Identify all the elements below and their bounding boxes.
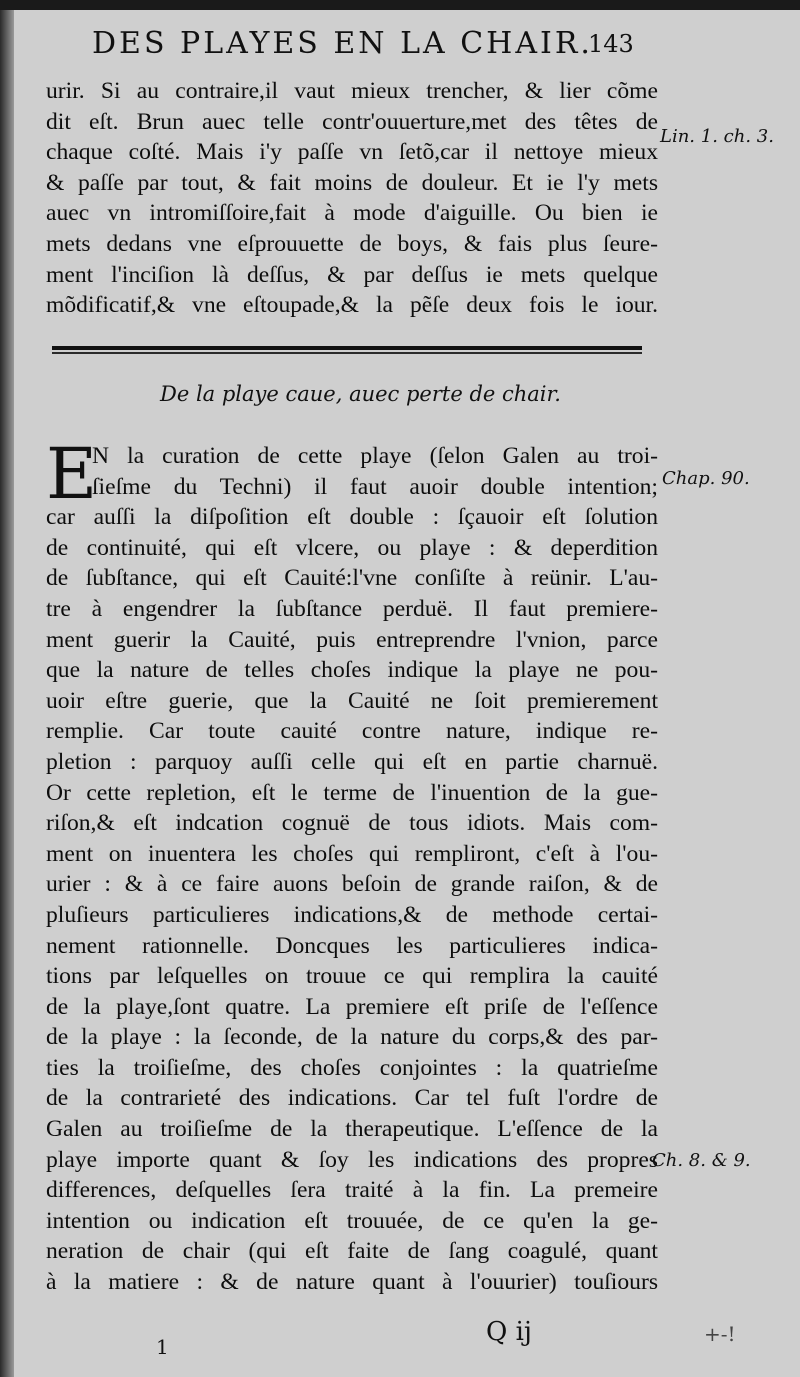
text-line: urir. Si au contraire,il vaut mieux trencher, & lier cõme — [46, 78, 658, 104]
text-line: à la matiere : & de nature quant à l'ouurier) touſiours — [46, 1269, 658, 1296]
text-line: pluſieurs particulieres indications,& de methode certai- — [46, 901, 658, 928]
text-line: ſieſme du Techni) il faut auoir double intention; — [92, 473, 658, 500]
text-line: dit eſt. Brun auec telle contr'ouuerture,met des têtes de — [46, 108, 658, 135]
page-number: 143 — [588, 30, 634, 58]
text-line: de ſubſtance, qui eſt Cauité:l'vne conſiſte à reünir. L'au- — [46, 565, 658, 592]
text-line: tre à engendrer la ſubſtance perduë. Il faut premiere- — [46, 595, 658, 622]
text-line: mets dedans vne eſprouuette de boys, & fais plus ſeure- — [46, 230, 658, 257]
text-line: ment on inuentera les choſes qui rempliront, c'eſt à l'ou- — [46, 840, 658, 867]
text-line: de la playe : la ſeconde, de la nature du corps,& des par- — [46, 1024, 658, 1051]
running-head: DES PLAYES EN LA CHAIR. — [92, 26, 593, 61]
bottom-right-mark: +-! — [704, 1322, 736, 1346]
text-line: & paſſe par tout, & fait moins de douleur. Et ie l'y mets — [46, 169, 658, 196]
text-line: car auſſi la diſpoſition eſt double : ſçauoir eſt ſolution — [46, 504, 658, 531]
text-line: riſon,& eſt indcation cognuë de tous idiots. Mais com- — [46, 810, 658, 837]
text-line: intention ou indication eſt trouuée, de ce qu'en la ge- — [46, 1207, 658, 1234]
margin-note-reference-3: Ch. 8. & 9. — [652, 1150, 751, 1171]
text-line: nement rationnelle. Doncques les particulieres indica- — [46, 932, 658, 959]
text-line: ment guerir la Cauité, puis entreprendre l'vnion, parce — [46, 626, 658, 653]
text-line: differences, deſquelles ſera traité à la fin. La premeire — [46, 1177, 658, 1204]
text-line: auec vn intromiſſoire,fait à mode d'aiguille. Ou bien ie — [46, 200, 658, 227]
section-heading: De la playe caue, auec perte de chair. — [160, 382, 561, 406]
text-line: Or cette repletion, eſt le terme de l'inuention de la gue- — [46, 779, 658, 806]
section-divider-thin — [52, 352, 642, 354]
text-line: Galen au troiſieſme de la therapeutique. L'eſſence de la — [46, 1116, 658, 1143]
margin-note-reference-1: Lin. 1. ch. 3. — [660, 126, 774, 147]
text-line: mõdificatif,& vne eſtoupade,& la pẽſe deux fois le iour. — [46, 292, 658, 319]
paragraph-continued — [46, 76, 658, 321]
text-line: chaque coſté. Mais i'y paſſe vn ſetõ,car il nettoye mieux — [46, 139, 658, 166]
text-line: ties la troiſieſme, des choſes conjointes : la quatrieſme — [46, 1054, 658, 1081]
text-line: que la nature de telles choſes indique la playe ne pou- — [46, 657, 658, 684]
text-line: ment l'inciſion là deſſus, & par deſſus ie mets quelque — [46, 261, 658, 288]
text-line: uoir eſtre guerie, que la Cauité ne ſoit premierement — [46, 687, 658, 714]
text-line: de la playe,ſont quatre. La premiere eſt priſe de l'eſſence — [46, 993, 658, 1020]
text-line: de continuité, qui eſt vlcere, ou playe : & deperdition — [46, 534, 658, 561]
paragraph-main — [46, 433, 658, 1298]
text-line: N la curation de cette playe (ſelon Galen au troi- — [92, 443, 658, 469]
signature-mark: Q ij — [486, 1317, 532, 1347]
margin-note-reference-2: Chap. 90. — [662, 468, 750, 489]
text-line: neration de chair (qui eſt faite de ſang coagulé, quant — [46, 1238, 658, 1265]
text-line: tions par leſquelles on trouue ce qui remplira la cauité — [46, 963, 658, 990]
text-line: de la contrarieté des indications. Car tel fuſt l'ordre de — [46, 1085, 658, 1112]
text-line: pletion : parquoy auſſi celle qui eſt en partie charnuë. — [46, 748, 658, 775]
text-line: remplie. Car toute cauité contre nature, indique re- — [46, 718, 658, 745]
text-line: playe importe quant & ſoy les indications des propres — [46, 1146, 658, 1173]
section-divider-thick — [52, 346, 642, 350]
text-line: urier : & à ce faire auons beſoin de grande raiſon, & de — [46, 871, 658, 898]
bottom-left-mark: 1 — [156, 1335, 169, 1359]
drop-cap: E — [46, 433, 98, 515]
